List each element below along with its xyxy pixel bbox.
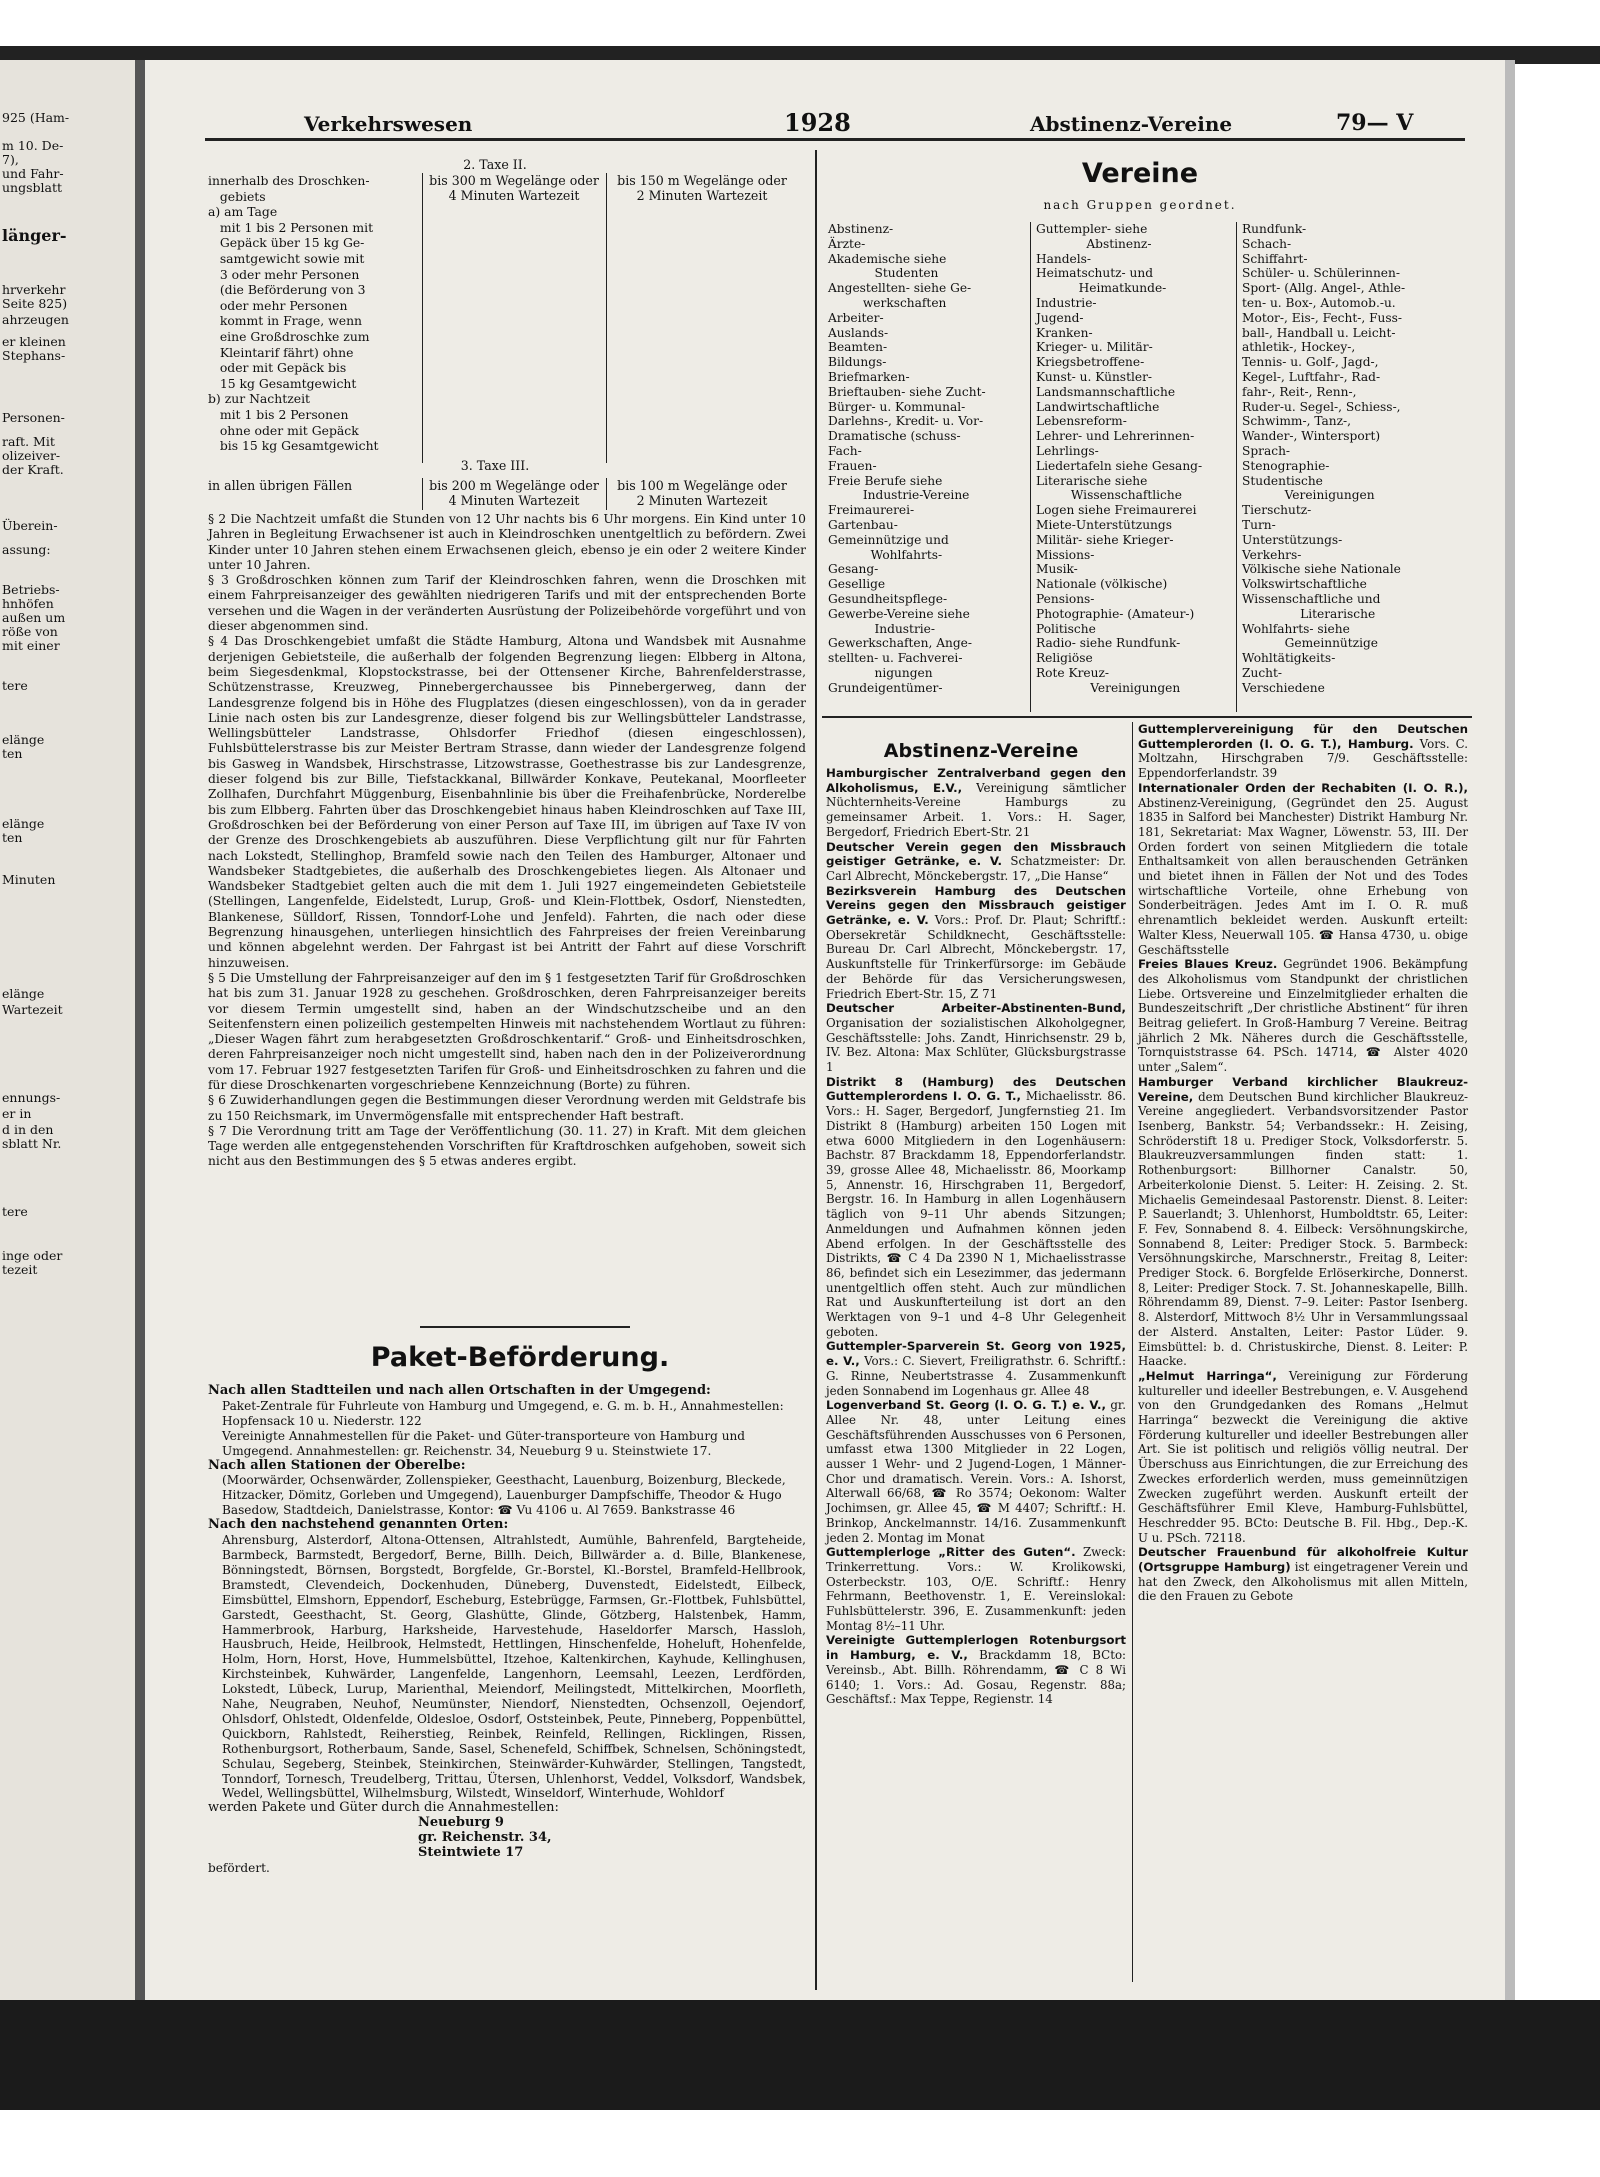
previous-page-fragment: Überein- xyxy=(2,518,58,533)
organization-details: Vereinigung zur Förderung kultureller und ideeller Bestrebungen, e. V. Ausgehend von den Grundgedanken des Romans „Helmut Harringa“ bezweckt die Vereinigung die aktive Förderung kultureller und ideeller Bestrebungen aller Art. Sie ist politisch und religiös völlig neutral. Der Überschuss aus Einrichtungen, die zur Erreichung des Zweckes erforderlich werden, muss gemeinnützigen Zwecken zugeführt werden. Auskunft erteilt der Geschäftsführer Emil Kleve, Hamburg-Fuhlsbüttel, Heschredder 95. BCto: Deutsche B. Fil. Hbg., Dep.-K. U u. PSch. 72118. xyxy=(1138,1368,1468,1545)
vereine-group-item: Rundfunk- xyxy=(1242,222,1307,236)
vereine-group-item: Auslands- xyxy=(828,325,889,340)
organization-details: gr. Allee Nr. 48, unter Leitung eines Geschäftsführenden Ausschusses von 6 Personen, umfasst etwa 1300 Mitglieder in 22 Logen, ausser 1 Wehr- und 2 Jugend-Logen, 1 Männer-Chor und dramatisch. Verein. Vors.: A. Ishorst, Alterwall 66/68, ☎ Ro 3574; Oekonom: Walter Jochimsen, gr. Allee 45, ☎ M 4407; Schriftf.: H. Brinkop, Anckelmannstr. 14/16. Zusammenkunft jeden 2. Montag im Monat xyxy=(826,1398,1127,1545)
organization-name: Hamburgischer Zentralverband gegen den Alkoholismus, E.V., xyxy=(826,766,1126,795)
vereine-group-item: Lehrer- und Lehrerinnen- xyxy=(1036,429,1195,444)
previous-page-fragment: ahrzeugen xyxy=(2,312,69,327)
vereine-group-item: Gewerbe-Vereine siehe xyxy=(828,606,970,621)
vereine-group-item: Missions- xyxy=(1036,547,1095,562)
vereine-group-item: Studentische xyxy=(1242,473,1323,488)
organization-name: Hamburger Verband kirchlicher Blaukreuz-Vereine, xyxy=(1138,1074,1468,1104)
paket-text-1: Paket-Zentrale für Fuhrleute von Hamburg und Umgegend, e. G. m. b. H., Annahmestellen: Hopfensack 10 u. Niederstr. 122 xyxy=(222,1398,784,1428)
vereine-group-item: athletik-, Hockey-, xyxy=(1242,340,1356,355)
paragraph-7: § 7 Die Verordnung tritt am Tage der Veröffentlichung (30. 11. 27) in Kraft. Mit dem gleichen Tage werden alle entgegenstehenden Vorschriften für Kraftdroschken aufgehoben, soweit sich nicht aus den Bestimmungen des § 5 etwas anderes ergibt. xyxy=(208,1123,806,1169)
vereine-group-item: Heimatkunde- xyxy=(1036,281,1167,296)
previous-page-fragment: Personen- xyxy=(2,410,65,425)
taxe2-conditions: innerhalb des Droschken- gebiets a) am Tage mit 1 bis 2 Personen mit Gepäck über 15 kg Ge- samtgewicht sowie mit 3 oder mehr Personen (die Beförderung von 3 oder mehr Personen kommt in Frage, wenn eine Großdroschke zum Kleintarif fährt) ohne oder mit Gepäck bis 15 kg Gesamtgewicht b) zur Nachtzeit mit 1 bis 2 Personen ohne oder mit Gepäck bis 15 kg Gesamtgewicht xyxy=(208,173,379,454)
vereine-group-item: Gesundheitspflege- xyxy=(828,591,948,606)
subcolumn-divider xyxy=(1132,722,1133,1982)
previous-page-fragment: m 10. De- xyxy=(2,138,64,153)
organization-details: ist eingetragener Verein und hat den Zweck, den Alkoholismus mit allen Mitteln, die den Frauen zu Gebote xyxy=(1138,1560,1468,1604)
previous-page-fragment: 7), xyxy=(2,152,19,167)
organization-details: Gegründet 1906. Bekämpfung des Alkoholismus vom Standpunkt der christlichen Liebe. Ortsvereine und Einzelmitglieder erhalten die Bundeszeitschrift „Der christliche Abstinent“ für ihren Beitrag geliefert. In Groß-Hamburg 7 Vereine. Beitrag jährlich 2 Mk. Näheres durch die Geschäftsstelle, Tornquiststrasse 64. PSch. 14714, ☎ Alster 4020 unter „Salem“. xyxy=(1138,957,1468,1075)
paket-address-2: gr. Reichenstr. 34, xyxy=(418,1830,552,1846)
organization-details: Organisation der sozialistischen Alkoholgegner, Geschäftsstelle: Johs. Zandt, Hinrichsenstr. 29 b, IV. Bez. Altona: Max Schlüter, Glücksburgstrasse 1 xyxy=(826,1015,1126,1075)
previous-page-fragment: sblatt Nr. xyxy=(2,1136,62,1151)
previous-page-fragment: mit einer xyxy=(2,638,60,653)
previous-page-fragment: er in xyxy=(2,1106,32,1121)
paket-address-3: Steintwiete 17 xyxy=(418,1845,524,1861)
paket-address-1: Neueburg 9 xyxy=(418,1815,504,1831)
vereine-group-item: Miete-Unterstützungs xyxy=(1036,517,1172,532)
previous-page-fragment: ten xyxy=(2,746,23,761)
organization-name: Deutscher Frauenbund für alkoholfreie Kultur (Ortsgruppe Hamburg) xyxy=(1138,1545,1468,1575)
abstinenz-entry xyxy=(826,840,1126,884)
vereine-group-item: Fach- xyxy=(828,443,862,458)
abstinenz-title: Abstinenz-Vereine xyxy=(883,740,1079,762)
vereine-group-item: Wohltätigkeits- xyxy=(1242,651,1336,666)
vereine-group-item: Liedertafeln siehe Gesang- xyxy=(1036,458,1203,473)
table-divider xyxy=(422,478,423,510)
column-divider xyxy=(815,150,817,1990)
abstinenz-entries-left xyxy=(826,766,1126,1707)
vereine-group-item: Literarische xyxy=(1242,606,1376,621)
vereine-group-item: Dramatische (schuss- xyxy=(828,429,961,444)
vereine-group-column-1 xyxy=(828,222,1024,696)
vereine-group-item: ten- u. Box-, Automob.-u. xyxy=(1242,295,1396,310)
organization-name: Guttemplervereinigung für den Deutschen Guttemplerorden (I. O. G. T.), Hamburg. xyxy=(1138,722,1468,751)
previous-page-fragment: Betriebs- xyxy=(2,582,60,597)
organization-details: dem Deutschen Bund kirchlicher Blaukreuz-Vereine angegliedert. Verbandsvorsitzender Pastor Isenberg, Bankstr. 54; Verbandssekr.: H. Zeising, Schröderstift 18 u. Prediger Stock, Volksdorferstr. 5. Blaukreuzversammlungen finden statt: 1. Rothenburgsort: Billhorner Canalstr. 50, Arbeiterkolonie Dienst. 5. Leiter: H. Zeising. 2. St. Michaelis Gemeindesaal Pastorenstr. Dienst. 8. Leiter: P. Sauerlandt; 3. Uhlenhorst, Humboldtstr. 65, Leiter: F. Fev, Sonnabend 8. 4. Eilbeck: Versöhnungskirche, Sonnabend 8, Leiter: Prediger Stock. 5. Barmbeck: Versöhnungskirche, Marschnerstr., Freitag 8, Leiter: Prediger Stock. 6. Borgfelde Erlöserkirche, Donnerst. 8, Leiter: Prediger Stock. 7. St. Johanneskapelle, Billh. Röhrendamm 89, Dienst. 7–9. Leiter: Pastor Isenberg. 8. Alsterdorf, Mittwoch 8½ Uhr in Versammlungssaal der Alsterd. Anstalten, Leiter: Pastor Lüder. 9. Eimsbüttel: b. d. Christuskirche, Dienst. 8. Leiter: P. Haacke. xyxy=(1138,1089,1469,1369)
previous-page-fragment: der Kraft. xyxy=(2,462,64,477)
vereine-group-item: Kriegsbetroffene- xyxy=(1036,355,1145,370)
previous-page-fragment: assung: xyxy=(2,542,51,557)
vereine-group-item: Freimaurerei- xyxy=(828,503,915,518)
vereine-group-item: Landwirtschaftliche xyxy=(1036,399,1160,414)
vereine-group-item: Unterstützungs- xyxy=(1242,532,1343,547)
previous-page-fragment: d in den xyxy=(2,1122,54,1137)
vereine-group-item: Politische xyxy=(1036,621,1096,636)
previous-page-fragment: elänge xyxy=(2,732,45,747)
page-number: 79— V xyxy=(1336,110,1414,136)
previous-page-fragment: 925 (Ham- xyxy=(2,110,70,125)
organization-details: Zweck: Trinkerrettung. Vors.: W. Krolikowski, Osterbeckstr. 103, O/E. Schriftf.: Henry Fehrmann, Beethovenstr. 1, E. Vereinslokal: Fuhlsbüttelerstr. 396, E. Zusammenkunft: jeden Montag 8½–11 Uhr. xyxy=(826,1545,1126,1633)
vereine-group-item: Gemeinnützige xyxy=(1242,636,1379,651)
vereine-group-item: nigungen xyxy=(828,665,933,680)
group-divider xyxy=(1030,222,1031,712)
paket-section xyxy=(208,1384,806,1876)
paket-text-2: Vereinigte Annahmestellen für die Paket- und Güter-transporteure von Hamburg und Umgegend. Annahmestellen: gr. Reichenstr. 34, Neueburg 9 u. Steinstwiete 17. xyxy=(222,1428,746,1458)
vereine-group-item: Gesellige xyxy=(828,577,886,592)
table-divider xyxy=(606,173,607,463)
vereine-group-item: Bürger- u. Kommunal- xyxy=(828,399,966,414)
vereine-group-item: Schiffahrt- xyxy=(1242,251,1308,266)
section-rule xyxy=(420,1326,630,1328)
ordinance-paragraphs xyxy=(208,512,806,1170)
vereine-group-item: Literarische siehe xyxy=(1036,473,1148,488)
vereine-group-item: Verschiedene xyxy=(1242,680,1325,695)
vereine-group-item: Handels- xyxy=(1036,251,1092,266)
previous-page-fragment: ungsblatt xyxy=(2,180,63,195)
vereine-group-item: Vereinigungen xyxy=(1036,680,1181,695)
vereine-group-item: Schach- xyxy=(1242,236,1292,251)
organization-name: Deutscher Arbeiter-Abstinenten-Bund, xyxy=(826,1001,1126,1016)
paragraph-6: § 6 Zuwiderhandlungen gegen die Bestimmungen dieser Verordnung werden mit Geldstrafe bis zu 150 Reichsmark, im Unvermögensfalle mit entsprechender Haft bestraft. xyxy=(208,1093,806,1123)
organization-details: Brackdamm 18, BCto: Vereinsb., Abt. Billh. Röhrendamm, ☎ C 8 Wi 6140; 1. Vors.: Ad. Gosau, Regenstr. 88a; Geschäftsf.: Max Teppe, Regienstr. 14 xyxy=(826,1648,1127,1707)
organization-details: Schatzmeister: Dr. Carl Albrecht, Mönckebergstr. 17, „Die Hanse“ xyxy=(826,854,1126,883)
paket-heading-3: Nach den nachstehend genannten Orten: xyxy=(208,1517,509,1533)
vereine-group-item: Briefmarken- xyxy=(828,369,910,384)
vereine-group-item: Kegel-, Luftfahr-, Rad- xyxy=(1242,369,1381,384)
vereine-group-item: Sport- (Allg. Angel-, Athle- xyxy=(1242,281,1406,296)
organization-details: Vereinigung sämtlicher Nüchternheits-Vereine Hamburgs zu gemeinsamer Arbeit. 1. Vors.: H. Sager, Bergedorf, Friedrich Ebert-Str. 21 xyxy=(826,780,1126,839)
paket-heading-2: Nach allen Stationen der Oberelbe: xyxy=(208,1457,466,1473)
organization-details: Vors.: C. Sievert, Freiligrathstr. 6. Schriftf.: G. Rinne, Neubertstrasse 4. Zusammenkunft jeden Sonnabend im Logenhaus gr. Allee 48 xyxy=(826,1354,1126,1398)
table-divider xyxy=(422,173,423,463)
paragraph-3: § 3 Großdroschken können zum Tarif der Kleindroschken fahren, wenn die Droschken mit einem Fahrpreisanzeiger des gewählten niedrigeren Tarifs und mit der entsprechenden Borte versehen und die Wagen in der veränderten Ausrüstung der Polizeibehörde vorgeführt und von dieser abgenommen sind. xyxy=(208,573,806,634)
abstinenz-entry xyxy=(826,1001,1126,1075)
vereine-group-item: fahr-, Reit-, Renn-, xyxy=(1242,384,1357,399)
previous-page-fragment: Stephans- xyxy=(2,348,66,363)
vereine-group-item: Pensions- xyxy=(1036,591,1095,606)
previous-page-fragment: elänge xyxy=(2,986,45,1001)
vereine-group-item: Stenographie- xyxy=(1242,458,1330,473)
organization-name: Vereinigte Guttemplerlogen Rotenburgsort in Hamburg, e. V., xyxy=(826,1633,1126,1663)
taxe3-conditions: in allen übrigen Fällen xyxy=(208,478,353,493)
previous-page-fragment: Minuten xyxy=(2,872,56,887)
organization-name: Logenverband St. Georg (I. O. G. T.) e. V., xyxy=(826,1398,1106,1413)
vereine-group-item: Volkswirtschaftliche xyxy=(1242,577,1367,592)
abstinenz-entry xyxy=(826,1633,1126,1707)
organization-name: Internationaler Orden der Rechabiten (I. O. R.), xyxy=(1138,780,1468,795)
paket-text-3: (Moorwärder, Ochsenwärder, Zollenspieker, Geesthacht, Lauenburg, Boizenburg, Bleckede, Hitzacker, Dömitz, Gorleben und Umgegend), Lauenburger Dampfschiffe, Theodor & Hugo Basedow, Stadtdeich, Danielstrasse, Kontor: ☎ Vu 4106 u. Al 7659. Bankstrasse 46 xyxy=(222,1473,786,1518)
vereine-group-item: Guttempler- siehe xyxy=(1036,222,1148,236)
organization-name: Distrikt 8 (Hamburg) des Deutschen Guttemplerordens I. O. G. T., xyxy=(826,1074,1126,1104)
vereine-group-item: Beamten- xyxy=(828,340,888,355)
organization-details: Abstinenz-Vereinigung, (Gegründet den 25. August 1835 in Salford bei Manchester) Distrikt Hamburg Nr. 181, Sekretariat: Max Wagner, Löwenstr. 53, III. Der Orden fordert von seinen Mitgliedern die totale Enthaltsamkeit von allen berauschenden Getränken und bietet ihnen in Fällen der Not und des Todes wirtschaftliche Vorteile, ohne Erhebung von Sonderbeiträgen. Jedes Amt im I. O. R. muß ehrenamtlich bekleidet werden. Auskunft erteilt: Walter Kless, Neuerwall 105. ☎ Hansa 4730, u. obige Geschäftsstelle xyxy=(1138,795,1468,957)
previous-page-fragment: hrverkehr xyxy=(2,282,66,297)
header-section-right: Abstinenz-Vereine xyxy=(1030,112,1233,136)
vereine-group-item: Zucht- xyxy=(1242,665,1283,680)
vereine-group-column-2 xyxy=(1036,222,1236,696)
vereine-group-item: Jugend- xyxy=(1036,310,1084,325)
vereine-group-column-3 xyxy=(1242,222,1467,696)
vereine-group-item: Landsmannschaftliche xyxy=(1036,384,1176,399)
organization-name: Deutscher Verein gegen den Missbrauch geistiger Getränke, e. V. xyxy=(826,839,1126,869)
abstinenz-entry xyxy=(1138,1545,1468,1604)
taxe2-title: 2. Taxe II. xyxy=(463,157,527,172)
taxe2-rate-small: bis 300 m Wegelänge oder 4 Minuten Wartezeit xyxy=(429,173,599,204)
vereine-group-item: Schüler- u. Schülerinnen- xyxy=(1242,266,1400,281)
group-divider xyxy=(1236,222,1237,712)
paragraph-2: § 2 Die Nachtzeit umfaßt die Stunden von 12 Uhr nachts bis 6 Uhr morgens. Ein Kind unter 10 Jahren in Begleitung Erwachsener ist auch in Kleindroschken unentgeltlich zu befördern. Zwei Kinder unter 10 Jahren stehen einem Erwachsenen gleich, ebenso je ein oder 2 weitere Kinder unter 10 Jahren. xyxy=(208,512,806,572)
vereine-group-item: Schwimm-, Tanz-, xyxy=(1242,414,1352,429)
previous-page-fragment: olizeiver- xyxy=(2,448,61,463)
section-rule xyxy=(822,716,1472,718)
abstinenz-entry xyxy=(1138,957,1468,1075)
vereine-group-item: Wissenschaftliche xyxy=(1036,488,1182,503)
vereine-group-item: Kunst- u. Künstler- xyxy=(1036,369,1153,384)
vereine-group-item: Abstinenz- xyxy=(828,222,894,236)
previous-page-edge xyxy=(0,60,138,2000)
vereine-group-item: Tierschutz- xyxy=(1242,503,1312,518)
organization-details: Michaelisstr. 86. Vors.: H. Sager, Bergedorf, Jungfernstieg 21. Im Distrikt 8 (Hamburg) arbeiten 150 Logen mit etwa 6000 Mitgliedern in den Logenhäusern: Bachstr. 87 Brackdamm 18, Eppendorferlandstr. 39, grosse Allee 48, Michaelisstr. 86, Moorkamp 5, Annenstr. 16, Hirschgraben 11, Bergedorf, Bergstr. 16. In Hamburg in allen Logenhäusern täglich von 9–11 Uhr abends Sitzungen; Anmeldungen und Aufnahmen können jeden Abend erfolgen. In der Geschäftsstelle des Distrikts, ☎ C 4 Da 2390 N 1, Michaelisstrasse 86, befindet sich ein Lesezimmer, das jedermann unentgeltlich offen steht. Auch zur mündlichen Rat und Auskunfterteilung ist dort an den Werktagen von 9–1 und 4–8 Uhr Gelegenheit geboten. xyxy=(826,1089,1127,1339)
vereine-group-item: Arbeiter- xyxy=(828,310,884,325)
vereine-group-item: Gartenbau- xyxy=(828,517,898,532)
vereine-group-item: Freie Berufe siehe xyxy=(828,473,943,488)
vereine-group-item: Wissenschaftliche und xyxy=(1242,591,1381,606)
organization-details: Vors. C. Moltzahn, Hirschgraben 7/9. Geschäftsstelle: Eppendorferlandstr. 39 xyxy=(1138,736,1469,781)
vereine-group-item: Vereinigungen xyxy=(1242,488,1375,503)
organization-name: Guttemplerloge „Ritter des Guten“. xyxy=(826,1545,1076,1560)
vereine-group-item: Bildungs- xyxy=(828,355,887,370)
vereine-group-item: Völkische siehe Nationale xyxy=(1242,562,1401,577)
page-right-edge xyxy=(1505,60,1515,2000)
vereine-group-item: Krieger- u. Militär- xyxy=(1036,340,1153,355)
abstinenz-entry xyxy=(1138,722,1468,781)
scan-bottom-border xyxy=(0,2000,1600,2110)
previous-page-fragment: und Fahr- xyxy=(2,166,64,181)
vereine-group-item: Rote Kreuz- xyxy=(1036,665,1110,680)
abstinenz-entry xyxy=(826,884,1126,1002)
vereine-group-item: Lebensreform- xyxy=(1036,414,1127,429)
organization-name: Freies Blaues Kreuz. xyxy=(1138,957,1278,972)
vereine-subtitle: nach Gruppen geordnet. xyxy=(1043,198,1237,212)
organization-name: Guttempler-Sparverein St. Georg von 1925, e. V., xyxy=(826,1339,1126,1369)
vereine-group-item: Frauen- xyxy=(828,458,877,473)
vereine-title: Vereine xyxy=(1081,158,1199,189)
abstinenz-entry xyxy=(1138,781,1468,957)
vereine-group-item: Gewerkschaften, Ange- xyxy=(828,636,973,651)
vereine-group-item: Wander-, Wintersport) xyxy=(1242,429,1381,444)
vereine-group-item: Verkehrs- xyxy=(1242,547,1302,562)
previous-page-fragment: röße von xyxy=(2,624,58,639)
vereine-group-item: Darlehns-, Kredit- u. Vor- xyxy=(828,414,984,429)
abstinenz-entry xyxy=(1138,1369,1468,1545)
paragraph-4: § 4 Das Droschkengebiet umfaßt die Städte Hamburg, Altona und Wandsbek mit Ausnahme derjenigen Gebietsteile, die außerhalb der folgenden Begrenzung liegen: Elbberg in Altona, beim Siegesdenkmal, Klopstockstrasse, bei der Ottensener Kirche, Bahrenfelderstrasse, Schützenstrasse, Kreuzweg, Pinnebergerchaussee bis Pinnebergerweg, dann der Landesgrenze folgend bis in Höhe des Flugplatzes (diesen eingeschlossen), von da in gerader Linie nach osten bis zur Landesgrenze, dieser folgend bis zur Wellingsbütteler Landstrasse, Wellingsbütteler Landstrasse, Ohlsdorfer Friedhof (diesen eingeschlossen), Fuhlsbüttelerstrasse bis zur Meister Bertram Strasse, dann wieder der Landesgrenze folgend bis Gasweg in Wandsbek, Hirschstrasse, Litzowstrasse, Goethestrasse bis zur Landesgrenze, dieser folgend bis zur Bille, Tiefstackkanal, Billwärder Konkave, Peutekanal, Moorfleeter Zollhafen, Durchfahrt Müggenburg, Eisenbahnlinie bis über die Freihafenbrücke, Norderelbe bis zum Elbberg. Fahrten über das Droschkengebiet hinaus haben Kleindroschken auf Taxe III, Großdroschken bei der Beförderung von einer Person auf Taxe III, im übrigen auf Taxe IV von der Grenze des Droschkengebiets ab auszuführen. Diese Verpflichtung gilt nur für Fahrten nach Lokstedt, Stellinghop, Bramfeld sowie nach den Teilen des Hamburger, Altonaer und Wandsbeker Stadtgebietes, die außerhalb des Droschkengebietes liegen. Als Altonaer und Wandsbeker Stadtgebiet gelten auch die mit dem 1. Juli 1927 eingemeindeten Gebietsteile (Stellingen, Langenfelde, Eidelstedt, Lurup, Groß- und Klein-Flottbek, Osdorf, Nienstedten, Blankenese, Sülldorf, Rissen, Tonndorf-Lohe und Jenfeld). Fahrten, die nach oder diese Begrenzung hinausgehen, unterliegen hinsichtlich des Fahrpreises der freien Vereinbarung und können abgelehnt werden. Der Fahrgast ist bei Antritt der Fahrt auf diese Vorschrift hinzuweisen. xyxy=(208,634,806,970)
vereine-group-item: ball-, Handball u. Leicht- xyxy=(1242,325,1396,340)
paket-text-6: befördert. xyxy=(208,1861,270,1875)
paket-heading-1: Nach allen Stadtteilen und nach allen Ortschaften in der Umgegend: xyxy=(208,1383,711,1398)
vereine-group-item: Akademische siehe xyxy=(828,251,947,266)
vereine-group-item: Wohlfahrts- siehe xyxy=(1242,621,1350,636)
vereine-group-item: Gesang- xyxy=(828,562,879,577)
previous-page-fragment: Seite 825) xyxy=(2,296,68,311)
abstinenz-entry xyxy=(826,1075,1126,1340)
header-section-left: Verkehrswesen xyxy=(304,112,473,136)
paket-places: Ahrensburg, Alsterdorf, Altona-Ottensen, Altrahlstedt, Aumühle, Bahrenfeld, Bargteheide, Barmbeck, Barmstedt, Bergedorf, Berne, Billh. Deich, Billwärder a. d. Bille, Blankenese, Bönningstedt, Börnsen, Borgstedt, Borgfelde, Gr.-Borstel, Kl.-Borstel, Bramfeld-Hellbrook, Bramstedt, Clevendeich, Dockenhuden, Düneberg, Duvenstedt, Eidelstedt, Eilbeck, Eimsbüttel, Elmshorn, Eppendorf, Escheburg, Estebrügge, Farmsen, Gr.-Flottbek, Fuhlsbüttel, Garstedt, Geesthacht, St. Georg, Glashütte, Glinde, Götzberg, Halstenbek, Hamm, Hammerbrook, Harburg, Harksheide, Harvestehude, Haseldorfer Marsch, Hassloh, Hausbruch, Heide, Heilbrook, Helmstedt, Hettlingen, Hinschenfelde, Hoheluft, Hohenfelde, Holm, Horn, Horst, Hove, Hummelsbüttel, Itzehoe, Kaltenkirchen, Kayhude, Kellinghusen, Kirchsteinbek, Kuhwärder, Langenfelde, Langenhorn, Leemsahl, Leezen, Lerdförden, Lokstedt, Lübeck, Lurup, Marienthal, Meiendorf, Meilingstedt, Mittelkirchen, Moorfleth, Nahe, Neugraben, Neuhof, Neumünster, Niendorf, Nienstedten, Ochsenzoll, Oejendorf, Ohlsdorf, Ohlstedt, Oldenfelde, Oldesloe, Osdorf, Oststeinbek, Peute, Pinneberg, Poppenbüttel, Quickborn, Rahlstedt, Reiherstieg, Reinbek, Reinfeld, Rellingen, Ricklingen, Rissen, Rothenburgsort, Rotherbaum, Sande, Sasel, Schenefeld, Schiffbek, Schnelsen, Schöningstedt, Schulau, Segeberg, Steinbek, Steinkirchen, Steinwärder-Kuhwärder, Stellingen, Tangstedt, Tonndorf, Tornesch, Treudelberg, Trittau, Ütersen, Uhlenhorst, Veddel, Volksdorf, Wandsbek, Wedel, Wellingsbüttel, Wilhelmsburg, Wilstedt, Winseldorf, Winterhude, Wohldorf xyxy=(222,1533,806,1801)
vereine-group-item: Grundeigentümer- xyxy=(828,680,943,695)
vereine-group-item: Wohlfahrts- xyxy=(828,547,943,562)
taxe3-rate-large: bis 100 m Wegelänge oder 2 Minuten Wartezeit xyxy=(617,478,787,509)
organization-details: Vors.: Prof. Dr. Plaut; Schriftf.: Obersekretär Schildknecht, Geschäftsstelle: Bureau Dr. Carl Albrecht, Mönckebergstr. 17, Auskunftstelle für Trinkerfürsorge: im Gebäude der Behörde für das Versicherungswesen, Friedrich Ebert-Str. 15, Z 71 xyxy=(826,913,1126,1001)
previous-page-fragment: raft. Mit xyxy=(2,434,55,449)
previous-page-fragment: tere xyxy=(2,1204,28,1219)
previous-page-fragment: elänge xyxy=(2,816,45,831)
vereine-group-item: stellten- u. Fachverei- xyxy=(828,651,963,666)
vereine-group-item: Religiöse xyxy=(1036,651,1093,666)
vereine-group-item: Turn- xyxy=(1242,517,1276,532)
vereine-group-item: Militär- siehe Krieger- xyxy=(1036,532,1174,547)
previous-page-fragment: tezeit xyxy=(2,1262,38,1277)
organization-name: Bezirksverein Hamburg des Deutschen Vereins gegen den Missbrauch geistiger Getränke, e. V. xyxy=(826,883,1126,928)
vereine-group-item: Studenten xyxy=(828,266,939,281)
vereine-group-item: Photographie- (Amateur-) xyxy=(1036,606,1195,621)
vereine-group-item: Musik- xyxy=(1036,562,1078,577)
previous-page-fragment: tere xyxy=(2,678,28,693)
previous-page-fragment: hnhöfen xyxy=(2,596,54,611)
previous-page-fragment: ten xyxy=(2,830,23,845)
table-divider xyxy=(606,478,607,510)
abstinenz-entry xyxy=(826,1398,1126,1545)
vereine-group-item: Brieftauben- siehe Zucht- xyxy=(828,384,986,399)
header-year: 1928 xyxy=(784,108,851,137)
taxe3-rate-small: bis 200 m Wegelänge oder 4 Minuten Wartezeit xyxy=(429,478,599,509)
abstinenz-entry xyxy=(1138,1075,1468,1369)
vereine-group-item: Industrie- xyxy=(828,621,936,636)
vereine-group-item: Ruder-u. Segel-, Schiess-, xyxy=(1242,399,1401,414)
vereine-group-item: Industrie- xyxy=(1036,295,1097,310)
previous-page-fragment: außen um xyxy=(2,610,66,625)
abstinenz-entries-right xyxy=(1138,722,1468,1604)
vereine-group-item: Angestellten- siehe Ge- xyxy=(828,281,972,296)
paragraph-5: § 5 Die Umstellung der Fahrpreisanzeiger auf den im § 1 festgesetzten Tarif für Großdroschken hat bis zum 31. Januar 1928 zu geschehen. Großdroschken, deren Fahrpreisanzeiger bereits vor diesem Termin umgestellt sind, haben an der Windschutzscheibe und an den Seitenfenstern einen polizeilich gestempelten Hinweis mit nachstehendem Wortlaut zu führen: „Dieser Wagen fährt zum herabgesetzten Großdroschkentarif.“ Groß- und Einheitsdroschken, deren Fahrpreisanzeiger noch nicht umgestellt sind, haben nach den in der Polizeiverordnung vom 17. Februar 1927 festgesetzten Tarifen für Groß- und Einheitsdroschken zu fahren und die für diese Droschkenarten vorgeschriebene Kennzeichnung (Borte) zu führen. xyxy=(208,970,806,1092)
vereine-group-item: Sprach- xyxy=(1242,443,1291,458)
vereine-group-item: Abstinenz- xyxy=(1036,236,1152,251)
vereine-group-item: Nationale (völkische) xyxy=(1036,577,1168,592)
previous-page-fragment: Wartezeit xyxy=(2,1002,63,1017)
organization-name: „Helmut Harringa“, xyxy=(1138,1368,1277,1383)
taxe3-title: 3. Taxe III. xyxy=(460,458,530,473)
paket-text-5: werden Pakete und Güter durch die Annahmestellen: xyxy=(208,1800,559,1816)
vereine-group-item: Industrie-Vereine xyxy=(828,488,970,503)
previous-page-fragment: ennungs- xyxy=(2,1090,61,1105)
previous-page-fragment: er kleinen xyxy=(2,334,66,349)
vereine-group-item: werkschaften xyxy=(828,295,947,310)
vereine-group-item: Tennis- u. Golf-, Jagd-, xyxy=(1242,355,1379,370)
abstinenz-entry xyxy=(826,766,1126,840)
vereine-group-item: Motor-, Eis-, Fecht-, Fuss- xyxy=(1242,310,1403,325)
vereine-group-item: Logen siehe Freimaurerei xyxy=(1036,503,1197,518)
vereine-group-item: Lehrlings- xyxy=(1036,443,1099,458)
abstinenz-entry xyxy=(826,1545,1126,1633)
vereine-group-item: Heimatschutz- und xyxy=(1036,266,1154,281)
header-rule xyxy=(205,138,1465,141)
previous-page-fragment: länger- xyxy=(2,226,67,245)
vereine-group-item: Gemeinnützige und xyxy=(828,532,949,547)
vereine-group-item: Kranken- xyxy=(1036,325,1093,340)
previous-page-fragment: inge oder xyxy=(2,1248,63,1263)
vereine-group-item: Radio- siehe Rundfunk- xyxy=(1036,636,1181,651)
abstinenz-entry xyxy=(826,1339,1126,1398)
taxe2-rate-large: bis 150 m Wegelänge oder 2 Minuten Wartezeit xyxy=(617,173,787,204)
paket-title: Paket-Beförderung. xyxy=(370,1342,670,1373)
vereine-group-item: Ärzte- xyxy=(828,236,866,251)
